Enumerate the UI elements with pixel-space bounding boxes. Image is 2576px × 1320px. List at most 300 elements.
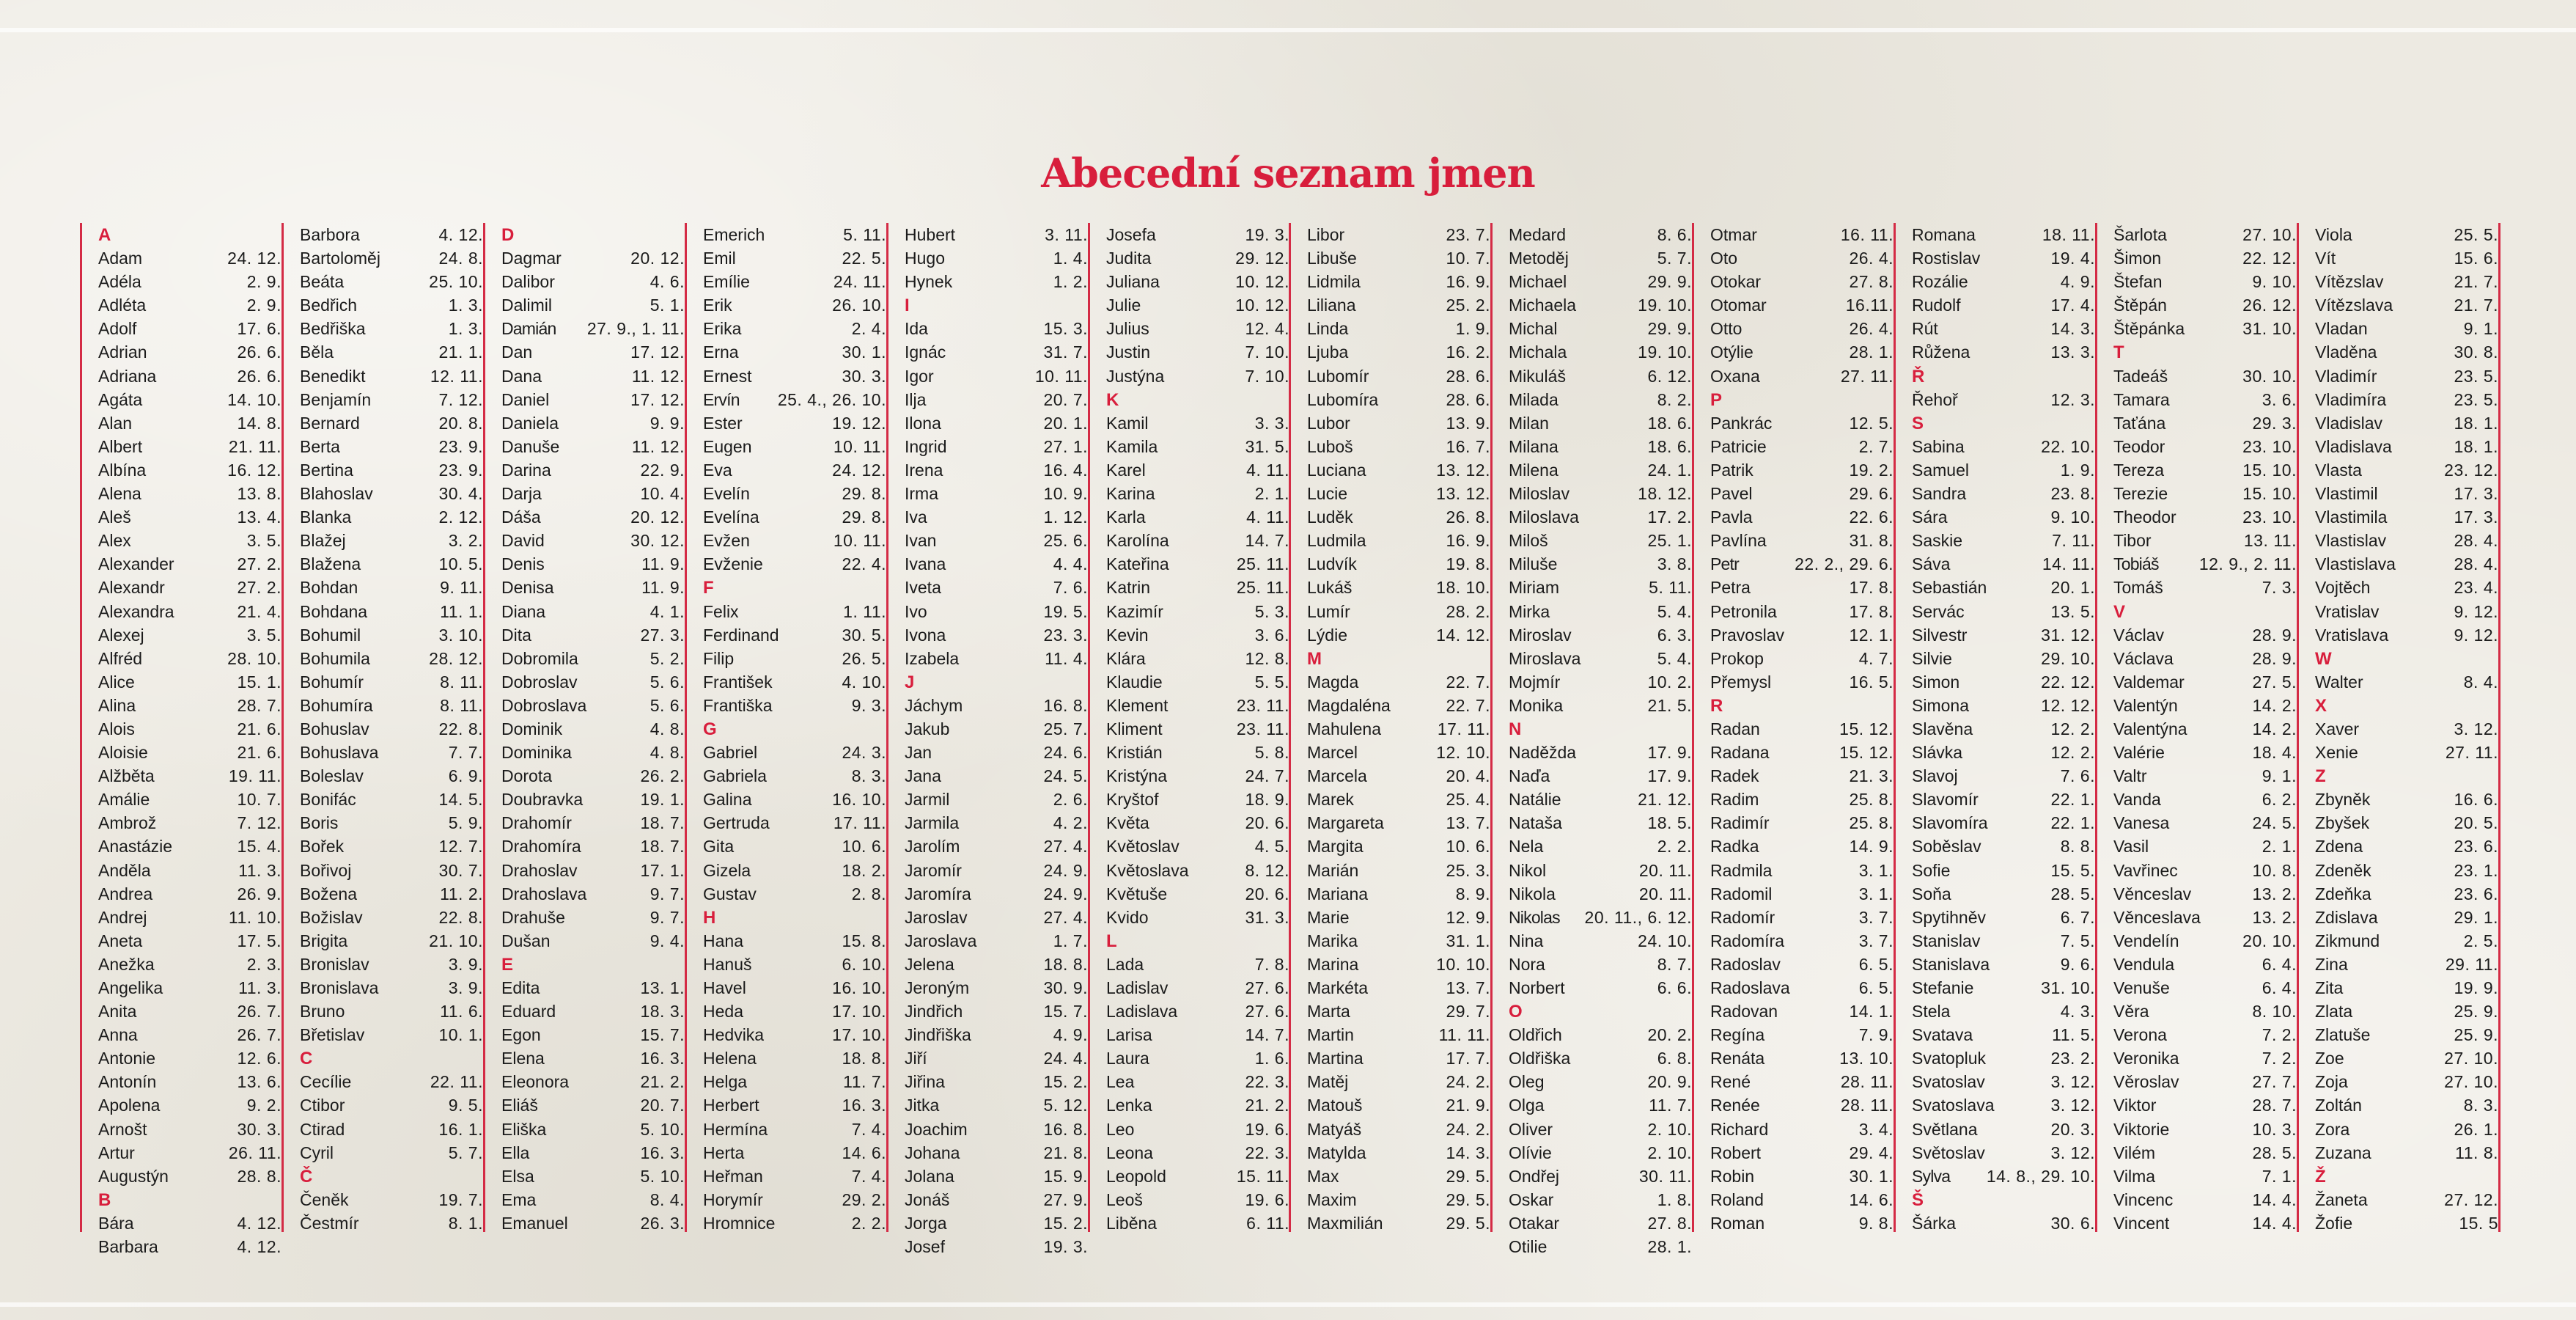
entry-date: 24. 11.	[833, 272, 886, 292]
entry-date: 28. 12.	[429, 648, 483, 668]
name-entry	[501, 1000, 685, 1023]
name-entry	[98, 717, 281, 741]
name-entry	[703, 340, 886, 364]
entry-name: Alois	[98, 719, 135, 738]
entry-name: Ivan	[905, 531, 937, 551]
entry-date: 21. 3.	[1849, 766, 1894, 786]
entry-date: 13. 7.	[1446, 978, 1490, 997]
entry-name: Bronislav	[300, 954, 369, 974]
name-entry	[2113, 694, 2297, 717]
entry-name: Klaudie	[1106, 672, 1163, 692]
name-entry	[501, 670, 685, 694]
name-entry	[703, 1211, 886, 1235]
entry-name: Irena	[905, 460, 943, 480]
name-entry	[2315, 717, 2498, 741]
entry-name: Zdeněk	[2315, 860, 2371, 880]
name-entry	[2315, 953, 2498, 976]
entry-date: 14. 10.	[227, 389, 281, 409]
entry-name: Egon	[501, 1025, 541, 1045]
entry-date: 6. 7.	[2060, 907, 2095, 927]
entry-name: Adéla	[98, 272, 141, 292]
entry-name: Jaroslav	[905, 907, 968, 927]
name-entry	[1307, 953, 1490, 976]
entry-name: Erna	[703, 342, 739, 362]
entry-name: Diana	[501, 601, 546, 621]
entry-date: 27. 12.	[2444, 1189, 2498, 1209]
entry-name: Radovan	[1710, 1002, 1778, 1022]
entry-date: 16. 10.	[832, 790, 886, 810]
name-entry	[1106, 340, 1289, 364]
entry-name: Emanuel	[501, 1213, 568, 1233]
entry-date: 14. 11.	[2042, 554, 2095, 574]
entry-name: Sylva	[1912, 1166, 1951, 1186]
entry-name: Václav	[2113, 625, 2165, 645]
name-entry	[98, 670, 281, 694]
entry-date: 26. 4.	[1849, 249, 1894, 268]
entry-name: Oskar	[1509, 1189, 1554, 1209]
entry-name: Havel	[703, 978, 746, 997]
entry-date: 7. 10.	[1245, 366, 1289, 386]
name-entry	[98, 505, 281, 529]
entry-date: 18. 1.	[2454, 436, 2498, 456]
entry-name: Simona	[1912, 695, 1969, 715]
entry-name: Andrej	[98, 907, 147, 927]
name-entry	[2113, 882, 2297, 906]
entry-date: 19. 3.	[1245, 225, 1289, 244]
entry-name: Vlastislava	[2315, 554, 2396, 574]
name-column	[483, 223, 685, 1232]
entry-date: 6. 12.	[1647, 366, 1692, 386]
name-entry	[98, 482, 281, 505]
entry-date: 8. 8.	[2060, 837, 2095, 857]
name-entry	[1509, 223, 1692, 246]
entry-date: 9. 7.	[649, 884, 685, 903]
entry-date: 2. 6.	[1053, 790, 1088, 810]
name-entry	[2113, 1188, 2297, 1211]
entry-name: Vratislava	[2315, 625, 2389, 645]
entry-name: Šarlota	[2113, 225, 2167, 244]
name-entry	[1509, 647, 1692, 670]
name-entry	[905, 270, 1088, 293]
entry-name: Metoděj	[1509, 249, 1569, 268]
name-entry	[300, 529, 483, 552]
entry-date: 28. 1.	[1849, 342, 1894, 362]
entry-name: Otakar	[1509, 1213, 1560, 1233]
name-entry	[300, 647, 483, 670]
entry-name: Bohumíra	[300, 695, 373, 715]
name-entry	[2315, 1118, 2498, 1141]
entry-name: Bedřich	[300, 296, 357, 315]
entry-date: 27. 10.	[2242, 225, 2297, 244]
name-entry	[98, 835, 281, 858]
name-entry	[1106, 529, 1289, 552]
entry-name: Květoslava	[1106, 860, 1189, 880]
name-entry	[1307, 1046, 1490, 1070]
entry-date: 22. 7.	[1446, 695, 1490, 715]
entry-date: 20. 7.	[1043, 389, 1088, 409]
entry-name: Pavel	[1710, 484, 1753, 504]
entry-date: 4. 8.	[649, 719, 685, 738]
name-column	[2297, 223, 2500, 1232]
name-entry	[501, 270, 685, 293]
name-entry	[1106, 505, 1289, 529]
entry-name: Erik	[703, 296, 732, 315]
entry-name: Evelín	[703, 484, 750, 504]
entry-name: Galina	[703, 790, 752, 810]
name-entry	[905, 835, 1088, 858]
entry-name: Pankrác	[1710, 413, 1773, 433]
entry-name: Radimír	[1710, 813, 1770, 833]
name-entry	[1710, 411, 1894, 435]
entry-date: 19. 5.	[1043, 601, 1088, 621]
entry-name: Miloslav	[1509, 484, 1570, 504]
name-entry	[501, 929, 685, 953]
entry-name: Horymír	[703, 1189, 763, 1209]
name-entry	[2315, 364, 2498, 388]
entry-name: Jindřich	[905, 1002, 963, 1022]
name-entry	[1912, 906, 2095, 929]
name-entry	[2315, 741, 2498, 764]
entry-name: Luděk	[1307, 507, 1353, 527]
entry-date: 9. 6.	[2060, 954, 2095, 974]
entry-name: Květa	[1106, 813, 1149, 833]
entry-date: 15. 9.	[1043, 1166, 1088, 1186]
entry-date: 10. 7.	[237, 790, 281, 810]
entry-name: Vasil	[2113, 837, 2149, 857]
entry-date: 30. 3.	[842, 366, 886, 386]
name-column	[685, 223, 886, 1232]
entry-name: Běla	[300, 342, 334, 362]
name-entry	[1307, 246, 1490, 270]
entry-name: Zdena	[2315, 837, 2363, 857]
entry-name: Valentýna	[2113, 719, 2187, 738]
name-entry	[1912, 882, 2095, 906]
name-entry	[1710, 1093, 1894, 1117]
name-entry	[2315, 270, 2498, 293]
entry-date: 12. 6.	[237, 1049, 281, 1068]
name-entry	[1710, 552, 1894, 576]
entry-name: Igor	[905, 366, 934, 386]
entry-name: Vendelín	[2113, 931, 2179, 950]
entry-date: 5. 9.	[448, 813, 483, 833]
entry-date: 8. 11.	[440, 672, 483, 692]
section-letter: N	[1509, 719, 1522, 739]
name-entry	[2113, 1093, 2297, 1117]
entry-date: 25. 1.	[1647, 531, 1692, 551]
entry-name: Ludmila	[1307, 531, 1366, 551]
name-entry	[300, 364, 483, 388]
entry-name: Miloš	[1509, 531, 1548, 551]
name-entry	[1307, 717, 1490, 741]
name-entry	[1509, 906, 1692, 929]
name-entry	[1307, 1070, 1490, 1093]
name-entry	[501, 811, 685, 835]
entry-date: 10. 12.	[1235, 296, 1289, 315]
name-entry	[703, 953, 886, 976]
entry-name: Oldřiška	[1509, 1049, 1571, 1068]
name-entry	[501, 600, 685, 623]
name-entry	[98, 1000, 281, 1023]
entry-date: 22. 5.	[842, 249, 886, 268]
entry-date: 25. 6.	[1043, 531, 1088, 551]
entry-date: 29. 8.	[842, 484, 886, 504]
name-entry	[905, 552, 1088, 576]
name-entry	[703, 835, 886, 858]
entry-name: Leopold	[1106, 1166, 1166, 1186]
entry-name: Marta	[1307, 1002, 1350, 1022]
entry-name: Květuše	[1106, 884, 1168, 903]
entry-name: Kevin	[1106, 625, 1149, 645]
entry-name: Leoš	[1106, 1189, 1143, 1209]
name-entry	[1912, 482, 2095, 505]
name-column	[1289, 223, 1490, 1232]
entry-name: Vlastimil	[2315, 484, 2378, 504]
entry-name: Mirka	[1509, 601, 1550, 621]
name-entry	[98, 1165, 281, 1188]
entry-date: 30. 1.	[842, 342, 886, 362]
entry-name: Božena	[300, 884, 358, 903]
entry-name: Radomíra	[1710, 931, 1784, 950]
name-entry	[300, 694, 483, 717]
name-entry	[703, 293, 886, 317]
name-entry	[1912, 1000, 2095, 1023]
entry-date: 24. 3.	[842, 743, 886, 763]
entry-date: 4. 2.	[1053, 813, 1088, 833]
entry-date: 27. 7.	[2252, 1072, 2297, 1092]
name-entry	[1509, 1118, 1692, 1141]
entry-name: Bernard	[300, 413, 360, 433]
entry-name: Teodor	[2113, 436, 2165, 456]
entry-name: Drahomíra	[501, 837, 581, 857]
name-entry	[2315, 388, 2498, 411]
entry-name: Miluše	[1509, 554, 1558, 574]
entry-name: Evelína	[703, 507, 759, 527]
entry-date: 27. 10.	[2444, 1072, 2498, 1092]
entry-date: 27. 6.	[1245, 978, 1289, 997]
entry-date: 8. 10.	[2252, 1002, 2297, 1022]
entry-name: Bohumír	[300, 672, 364, 692]
entry-date: 1. 9.	[1455, 319, 1490, 339]
entry-date: 22. 9.	[640, 460, 685, 480]
entry-date: 22. 3.	[1245, 1143, 1289, 1162]
name-entry	[1509, 293, 1692, 317]
entry-name: Herta	[703, 1143, 745, 1162]
name-entry	[98, 1046, 281, 1070]
entry-name: Vlastislav	[2315, 531, 2387, 551]
entry-date: 2. 12.	[438, 507, 483, 527]
name-entry	[2113, 717, 2297, 741]
name-entry	[501, 764, 685, 788]
entry-date: 4. 6.	[649, 272, 685, 292]
name-entry	[501, 1023, 685, 1046]
name-entry	[1106, 1211, 1289, 1235]
entry-date: 15. 10.	[2242, 484, 2297, 504]
entry-name: Adléta	[98, 296, 147, 315]
entry-date: 24. 9.	[1043, 860, 1088, 880]
name-entry	[98, 576, 281, 599]
entry-date: 11. 7.	[843, 1072, 886, 1092]
entry-name: Jelena	[905, 954, 954, 974]
name-entry	[905, 1118, 1088, 1141]
name-entry	[1710, 1165, 1894, 1188]
entry-date: 17. 5.	[237, 931, 281, 950]
name-entry	[501, 529, 685, 552]
entry-date: 14. 4.	[2252, 1213, 2297, 1233]
entry-date: 23. 11.	[1236, 719, 1289, 738]
entry-name: Ctibor	[300, 1096, 345, 1115]
entry-name: Tomáš	[2113, 578, 2163, 598]
entry-name: Otýlie	[1710, 342, 1753, 362]
entry-name: Anita	[98, 1002, 137, 1022]
name-entry	[98, 859, 281, 882]
entry-name: Martina	[1307, 1049, 1364, 1068]
entry-date: 23. 5.	[2454, 366, 2498, 386]
entry-name: Gizela	[703, 860, 751, 880]
entry-date: 24. 4.	[1043, 1049, 1088, 1068]
entry-name: Izabela	[905, 648, 960, 668]
entry-date: 24. 10.	[1638, 931, 1692, 950]
name-entry	[300, 976, 483, 1000]
name-column	[886, 223, 1088, 1257]
entry-date: 16. 3.	[640, 1049, 685, 1068]
name-entry	[2315, 835, 2498, 858]
entry-date: 19. 8.	[1446, 554, 1490, 574]
name-entry	[300, 1141, 483, 1165]
entry-date: 6. 11.	[1246, 1213, 1289, 1233]
entry-date: 25. 8.	[1849, 813, 1894, 833]
entry-date: 30. 12.	[630, 531, 685, 551]
entry-date: 17. 7.	[1446, 1049, 1490, 1068]
entry-name: Matěj	[1307, 1072, 1349, 1092]
entry-name: Klement	[1106, 695, 1169, 715]
entry-date: 11. 4.	[1045, 648, 1088, 668]
entry-date: 14. 4.	[2252, 1189, 2297, 1209]
name-entry	[501, 1046, 685, 1070]
entry-name: Ljuba	[1307, 342, 1349, 362]
name-entry	[300, 906, 483, 929]
name-entry	[1509, 764, 1692, 788]
entry-name: Elena	[501, 1049, 545, 1068]
entry-date: 25. 5.	[2454, 225, 2498, 244]
entry-date: 17. 3.	[2454, 484, 2498, 504]
entry-name: Petr	[1710, 554, 1739, 574]
entry-date: 22. 4.	[842, 554, 886, 574]
entry-date: 2. 1.	[2262, 837, 2297, 857]
section-letter: E	[501, 954, 514, 975]
name-entry	[300, 1188, 483, 1211]
entry-name: Erika	[703, 319, 742, 339]
entry-date: 30. 7.	[438, 860, 483, 880]
entry-name: Katrin	[1106, 578, 1151, 598]
entry-name: Silvestr	[1912, 625, 1968, 645]
entry-date: 22. 1.	[2050, 790, 2095, 810]
entry-date: 16. 3.	[842, 1096, 886, 1115]
entry-date: 15. 10.	[2242, 460, 2297, 480]
entry-name: Drahomír	[501, 813, 572, 833]
entry-name: Doubravka	[501, 790, 584, 810]
name-entry	[703, 223, 886, 246]
name-entry	[98, 882, 281, 906]
entry-date: 16. 2.	[1446, 342, 1490, 362]
name-entry	[1106, 1070, 1289, 1093]
entry-date: 31. 5.	[1245, 436, 1289, 456]
name-entry	[501, 435, 685, 458]
entry-name: Oleg	[1509, 1072, 1545, 1092]
name-entry	[1912, 788, 2095, 811]
entry-name: Miroslav	[1509, 625, 1572, 645]
entry-date: 25. 11.	[1236, 578, 1289, 598]
entry-date: 30. 4.	[438, 484, 483, 504]
entry-date: 26. 4.	[1849, 319, 1894, 339]
entry-date: 17. 3.	[2454, 507, 2498, 527]
entry-name: Radomil	[1710, 884, 1773, 903]
entry-name: Jana	[905, 766, 941, 786]
entry-name: Bohuslava	[300, 743, 379, 763]
name-entry	[1710, 929, 1894, 953]
entry-date: 17. 2.	[1647, 507, 1692, 527]
name-entry	[1307, 552, 1490, 576]
entry-date: 17. 8.	[1849, 601, 1894, 621]
name-entry	[98, 529, 281, 552]
section-letter: Z	[2315, 766, 2326, 787]
entry-name: Herbert	[703, 1096, 759, 1115]
entry-date: 1. 6.	[1254, 1049, 1289, 1068]
entry-name: Aneta	[98, 931, 143, 950]
name-entry	[1710, 976, 1894, 1000]
entry-date: 25. 8.	[1849, 790, 1894, 810]
entry-date: 17. 11.	[1437, 719, 1490, 738]
entry-name: Norbert	[1509, 978, 1565, 997]
entry-name: Lubomíra	[1307, 389, 1379, 409]
entry-name: Liliana	[1307, 296, 1356, 315]
entry-name: Jarolím	[905, 837, 960, 857]
entry-name: Bohumil	[300, 625, 361, 645]
entry-name: Bořivoj	[300, 860, 352, 880]
name-entry	[2113, 811, 2297, 835]
entry-name: Karina	[1106, 484, 1155, 504]
entry-name: René	[1710, 1072, 1751, 1092]
entry-date: 8. 2.	[1657, 389, 1692, 409]
name-entry	[1509, 741, 1692, 764]
name-entry	[1106, 647, 1289, 670]
entry-name: Vendula	[2113, 954, 2175, 974]
entry-name: Slavoj	[1912, 766, 1958, 786]
entry-date: 20. 9.	[1647, 1072, 1692, 1092]
entry-date: 17. 6.	[237, 319, 281, 339]
entry-name: Ella	[501, 1143, 530, 1162]
name-entry	[501, 1141, 685, 1165]
entry-name: Petronila	[1710, 601, 1777, 621]
entry-date: 9. 10.	[2050, 507, 2095, 527]
entry-name: Alan	[98, 413, 133, 433]
entry-name: Zdislava	[2315, 907, 2378, 927]
name-entry	[300, 223, 483, 246]
entry-name: Zbyněk	[2315, 790, 2371, 810]
name-entry	[1106, 811, 1289, 835]
section-letter: R	[1710, 695, 1723, 716]
entry-name: Bronislava	[300, 978, 379, 997]
entry-date: 12. 8.	[1245, 648, 1289, 668]
name-entry	[703, 482, 886, 505]
page-title: Abecední seznam jmen	[1041, 150, 1535, 197]
entry-name: Romana	[1912, 225, 1976, 244]
entry-name: Gustav	[703, 884, 757, 903]
name-entry	[1509, 552, 1692, 576]
name-entry	[1710, 647, 1894, 670]
name-entry	[1710, 293, 1894, 317]
name-entry	[905, 576, 1088, 599]
entry-date: 9. 5.	[448, 1096, 483, 1115]
